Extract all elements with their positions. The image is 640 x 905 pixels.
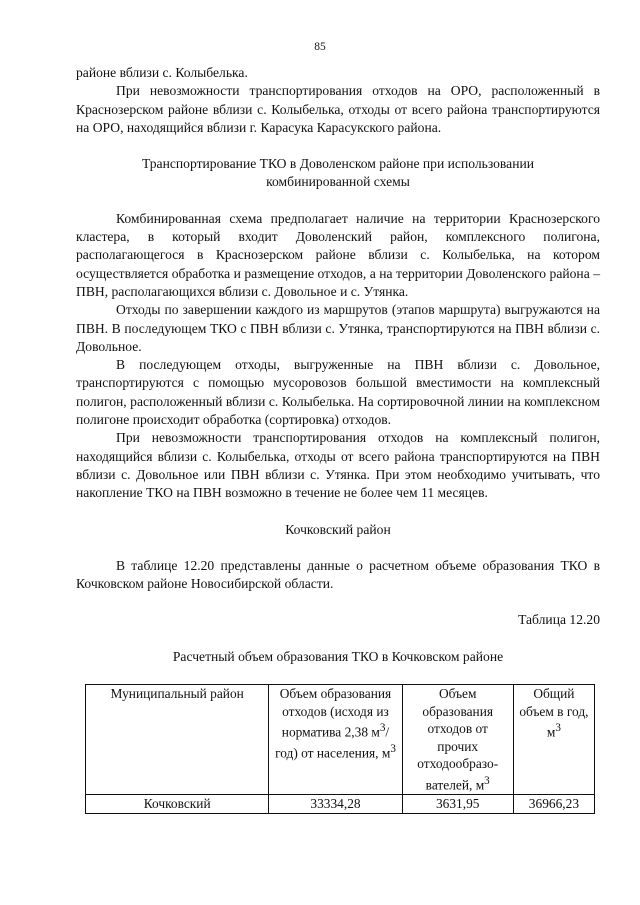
paragraph: районе вблизи с. Колыбелька. bbox=[76, 65, 248, 80]
heading-line: комбинированной схемы bbox=[266, 174, 410, 190]
table-header-row bbox=[86, 685, 595, 795]
header-cell: Объем образования отходов от прочих отходообразо-вателей, $м^3$ bbox=[402, 685, 513, 795]
header-cell: Общий объем в год, $м^3$ bbox=[513, 685, 594, 795]
paragraph: В последующем отходы, выгруженные на ПВН вблизи с. Довольное, транспортируются с помощью мусоровозов большой вместимости на комплексный полигон, расположенный вблизи с. Колыбелька. На сортировочной линии на комплексном полигоне происходит обработка (сортировка) отходов. bbox=[76, 357, 600, 428]
header-cell: Объем образования отходов (исходя из норматива 2,38 $м^3/год$) от населения, $м^3$ bbox=[269, 685, 402, 795]
document-body bbox=[76, 64, 600, 814]
table-cell: 36966,23 bbox=[513, 795, 594, 814]
heading-line: Транспортирование ТКО в Доволенском районе при использовании bbox=[141, 156, 535, 172]
section-heading bbox=[76, 155, 600, 192]
section-heading: Кочковский район bbox=[285, 521, 391, 537]
table-cell: Кочковский bbox=[86, 795, 269, 814]
table-cell: 3631,95 bbox=[402, 795, 513, 814]
paragraph: При невозможности транспортирования отходов на комплексный полигон, находящийся вблизи с. Колыбелька, отходы от всего района транспортируются на ПВН вблизи с. Довольное или ПВН вблизи с. Утянка. При этом необходимо учитывать, что накопление ТКО на ПВН возможно в течение не более чем 11 месяцев. bbox=[76, 430, 600, 501]
paragraph: В таблице 12.20 представлены данные о расчетном объеме образования ТКО в Кочковском районе Новосибирской области. bbox=[76, 557, 600, 592]
header-cell: Муниципальный район bbox=[86, 685, 269, 795]
data-table bbox=[85, 684, 595, 814]
table-row bbox=[86, 795, 595, 814]
table-title: Расчетный объем образования ТКО в Кочковском районе bbox=[172, 648, 504, 664]
paragraph: При невозможности транспортирования отходов на ОРО, расположенный в Краснозерском районе вблизи с. Колыбелька, отходы от всего района транспортируются на ОРО, находящийся вблизи г. Карасука Карасукского района. bbox=[76, 83, 600, 135]
paragraph: Отходы по завершении каждого из маршрутов (этапов маршрута) выгружаются на ПВН. В последующем ТКО с ПВН вблизи с. Утянка, транспортируются на ПВН вблизи с. Довольное. bbox=[76, 302, 600, 354]
table-cell: 33334,28 bbox=[269, 795, 402, 814]
paragraph: Комбинированная схема предполагает наличие на территории Краснозерского кластера, в который входит Доволенский район, комплексного полигона, располагающегося в Краснозерском районе вблизи с. Колыбелька, на котором осуществляется обработка и размещение отходов, а на территории Доволенского района – ПВН, располагающихся вблизи с. Довольное и с. Утянка. bbox=[76, 210, 600, 299]
page-number: 85 bbox=[314, 41, 326, 53]
table-label: Таблица 12.20 bbox=[518, 612, 600, 628]
